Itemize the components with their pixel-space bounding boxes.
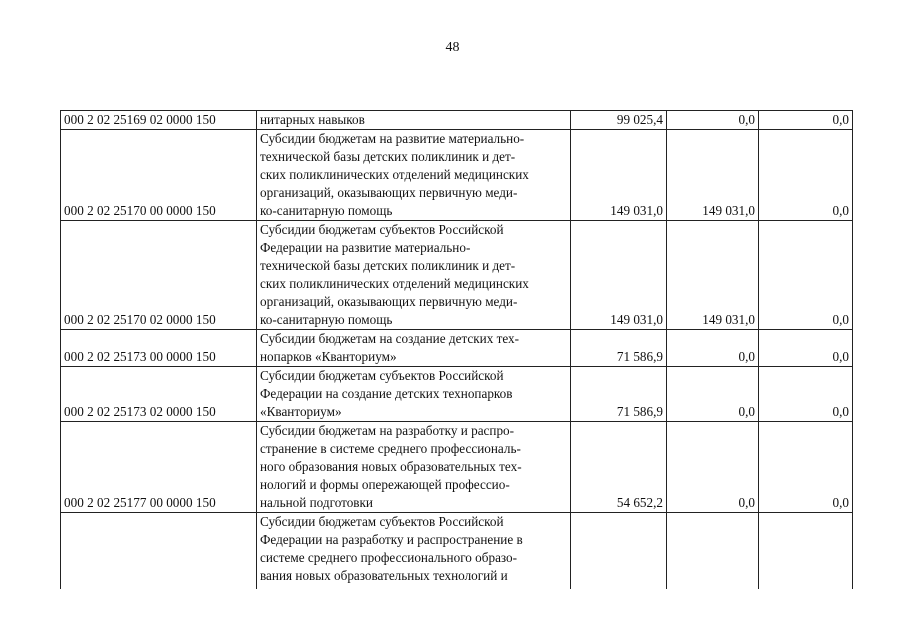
amount-col1: 99 025,4 — [571, 111, 667, 130]
amount-col1: 71 586,9 — [571, 367, 667, 422]
amount-col1: 54 652,2 — [571, 422, 667, 513]
budget-code: 000 2 02 25173 02 0000 150 — [61, 367, 257, 422]
amount-col3 — [759, 513, 853, 590]
item-name: Субсидии бюджетам субъектов Российской Федерации на создание детских технопарков «Кванториум» — [257, 367, 571, 422]
item-name: нитарных навыков — [257, 111, 571, 130]
table-row — [61, 111, 853, 130]
amount-col1: 71 586,9 — [571, 330, 667, 367]
amount-col2: 0,0 — [667, 111, 759, 130]
amount-col3: 0,0 — [759, 111, 853, 130]
amount-col2: 0,0 — [667, 367, 759, 422]
item-name: Субсидии бюджетам субъектов Российской Федерации на разработку и распространение в системе среднего профессионального образо- вания новых образовательных технологий и — [257, 513, 571, 590]
amount-col1 — [571, 513, 667, 590]
table-row — [61, 130, 853, 221]
budget-code: 000 2 02 25170 00 0000 150 — [61, 130, 257, 221]
item-name: Субсидии бюджетам на развитие материально- технической базы детских поликлиник и дет- ских поликлинических отделений медицинских организаций, оказывающих первичную меди- ко-санитарную помощь — [257, 130, 571, 221]
amount-col2: 149 031,0 — [667, 221, 759, 330]
page-number: 48 — [445, 40, 460, 55]
amount-col1: 149 031,0 — [571, 221, 667, 330]
item-name: Субсидии бюджетам на создание детских тех- нопарков «Кванториум» — [257, 330, 571, 367]
budget-code: 000 2 02 25170 02 0000 150 — [61, 221, 257, 330]
amount-col3: 0,0 — [759, 422, 853, 513]
item-name: Субсидии бюджетам субъектов Российской Федерации на развитие материально- технической базы детских поликлиник и дет- ских поликлинических отделений медицинских организаций, оказывающих первичную меди- ко-санитарную помощь — [257, 221, 571, 330]
amount-col3: 0,0 — [759, 221, 853, 330]
budget-code — [61, 513, 257, 590]
table-row — [61, 513, 853, 590]
item-name: Субсидии бюджетам на разработку и распро- странение в системе среднего профессиональ- ного образования новых образовательных тех- нологий и формы опережающей профессио- нальной подготовки — [257, 422, 571, 513]
table-row — [61, 367, 853, 422]
table-row — [61, 422, 853, 513]
budget-code: 000 2 02 25169 02 0000 150 — [61, 111, 257, 130]
amount-col1: 149 031,0 — [571, 130, 667, 221]
budget-code: 000 2 02 25177 00 0000 150 — [61, 422, 257, 513]
amount-col2 — [667, 513, 759, 590]
amount-col2: 149 031,0 — [667, 130, 759, 221]
amount-col2: 0,0 — [667, 330, 759, 367]
budget-table — [60, 110, 853, 589]
table-row — [61, 221, 853, 330]
table-row — [61, 330, 853, 367]
amount-col3: 0,0 — [759, 367, 853, 422]
budget-code: 000 2 02 25173 00 0000 150 — [61, 330, 257, 367]
amount-col2: 0,0 — [667, 422, 759, 513]
amount-col3: 0,0 — [759, 330, 853, 367]
amount-col3: 0,0 — [759, 130, 853, 221]
